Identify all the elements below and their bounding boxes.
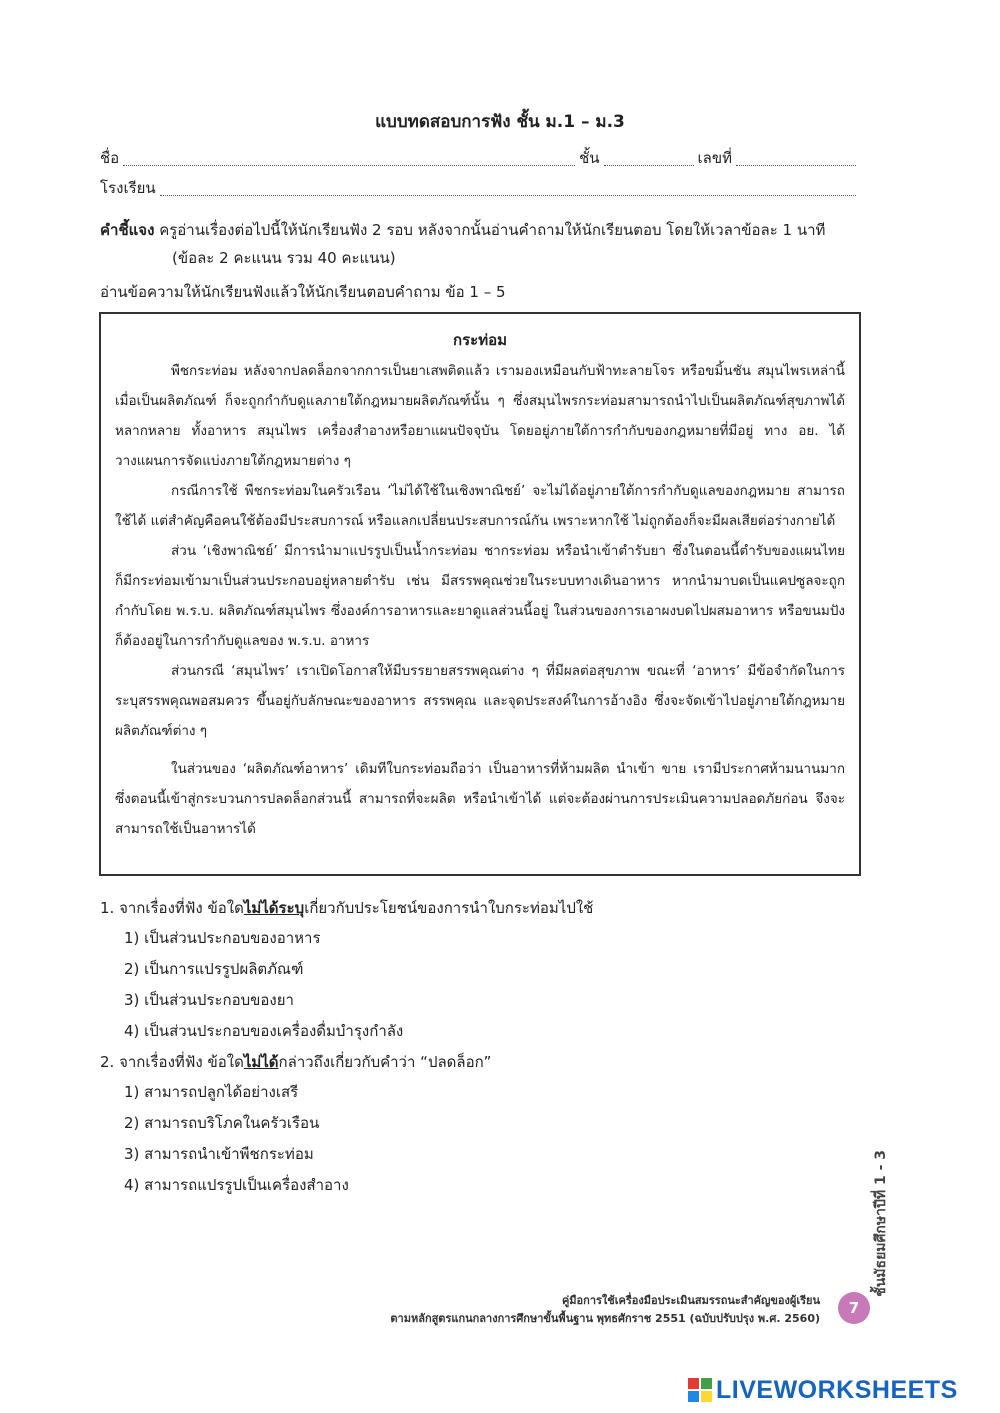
name-label: ชื่อ: [100, 149, 120, 167]
passage-intro: อ่านข้อความให้นักเรียนฟังแล้วให้นักเรียนตอบคำถาม ข้อ 1 – 5: [100, 283, 506, 301]
question-suffix: กล่าวถึงเกี่ยวกับคำว่า “ปลดล็อก”: [278, 1053, 492, 1071]
footer-line-1: คู่มือการใช้เครื่องมือประเมินสมรรถนะสำคัญของผู้เรียน: [561, 1294, 820, 1307]
question-list: [100, 893, 860, 1201]
grade-field[interactable]: [604, 164, 694, 166]
passage-paragraph: พืชกระท่อม หลังจากปลดล็อกจากการเป็นยาเสพติดแล้ว เรามองเหมือนกับฟ้าทะลายโจร หรือขมิ้นชัน สมุนไพรเหล่านี้เมื่อเป็นผลิตภัณฑ์ ก็จะถูกกำกับดูแลภายใต้กฎหมายผลิตภัณฑ์นั้น ๆ ซึ่งสมุนไพรกระท่อมสามารถนำไปเป็นผลิตภัณฑ์สุขภาพได้หลากหลาย ทั้งอาหาร สมุนไพร เครื่องสำอางหรือยาแผนปัจจุบัน โดยอยู่ภายใต้การกำกับของกฎหมายที่มีอยู่ ทาง อย. ได้วางแผนการจัดแบ่งภายใต้กฎหมายต่าง ๆ: [115, 363, 845, 469]
answer-option[interactable]: 2) เป็นการแปรรูปผลิตภัณฑ์: [124, 960, 304, 978]
answer-option[interactable]: 3) สามารถนำเข้าพืชกระท่อม: [124, 1145, 314, 1163]
instructions-text: ครูอ่านเรื่องต่อไปนี้ให้นักเรียนฟัง 2 รอบ หลังจากนั้นอ่านคำถามให้นักเรียนตอบ โดยให้เวลาข้อละ 1 นาที: [159, 221, 826, 239]
student-info-row: [100, 146, 860, 170]
answer-option[interactable]: 3) เป็นส่วนประกอบของยา: [124, 991, 294, 1009]
side-label-text: ชั้นมัธยมศึกษาปีที่ 1 - 3: [873, 1150, 889, 1297]
question-prefix: 1. จากเรื่องที่ฟัง ข้อใด: [100, 899, 244, 917]
number-field[interactable]: [736, 164, 856, 166]
question-stem-1: [100, 893, 860, 923]
footer-line-2: ตามหลักสูตรแกนกลางการศึกษาขั้นพื้นฐาน พุทธศักราช 2551 (ฉบับปรับปรุง พ.ศ. 2560): [390, 1312, 820, 1325]
answer-option[interactable]: 2) สามารถบริโภคในครัวเรือน: [124, 1114, 320, 1132]
passage-title: กระท่อม: [453, 331, 507, 349]
school-row: [100, 176, 860, 200]
instructions: [100, 216, 880, 272]
passage-paragraph: กรณีการใช้ พืชกระท่อมในครัวเรือน ‘ไม่ได้ใช้ในเชิงพาณิชย์’ จะไม่ได้อยู่ภายใต้การกำกับดูแลของกฎหมาย สามารถใช้ได้ แต่สำคัญคือคนใช้ต้องมีประสบการณ์ หรือแลกเปลี่ยนประสบการณ์กัน เพราะหากใช้ ไม่ถูกต้องก็จะมีผลเสียต่อร่างกายได้: [115, 483, 845, 529]
name-field[interactable]: [123, 164, 575, 166]
brand-text: LIVEWORKSHEETS: [716, 1375, 958, 1404]
passage-paragraph: ในส่วนของ ‘ผลิตภัณฑ์อาหาร’ เดิมทีใบกระท่อมถือว่า เป็นอาหารที่ห้ามผลิต นำเข้า ขาย เรามีประกาศห้ามนานมาก ซึ่งตอนนี้เข้าสู่กระบวนการปลดล็อกส่วนนี้ สามารถที่จะผลิต หรือนำเข้าได้ แต่จะต้องผ่านการประเมินความปลอดภัยก่อน จึงจะสามารถใช้เป็นอาหารได้: [115, 761, 845, 837]
passage-paragraph: ส่วนกรณี ‘สมุนไพร’ เราเปิดโอกาสให้มีบรรยายสรรพคุณต่าง ๆ ที่มีผลต่อสุขภาพ ขณะที่ ‘อาหาร’ มีข้อจำกัดในการระบุสรรพคุณพอสมควร ขึ้นอยู่กับลักษณะของอาหาร สรรพคุณ และจุดประสงค์ในการอ้างอิง ซึ่งจะจัดเข้าไปอยู่ภายใต้กฎหมายผลิตภัณฑ์ต่าง ๆ: [115, 663, 845, 739]
grade-level-side-label: [870, 1150, 910, 1330]
question-emphasis: ไม่ได้: [243, 1053, 279, 1071]
instructions-label: คำชี้แจง: [100, 221, 155, 239]
page-title: แบบทดสอบการฟัง ชั้น ม.1 – ม.3: [375, 112, 625, 132]
school-field[interactable]: [160, 194, 856, 196]
school-label: โรงเรียน: [100, 179, 156, 197]
answer-option[interactable]: 1) สามารถปลูกได้อย่างเสรี: [124, 1083, 299, 1101]
question-emphasis: ไม่ได้ระบุ: [243, 899, 305, 917]
answer-option[interactable]: 4) เป็นส่วนประกอบของเครื่องดื่มบำรุงกำลัง: [124, 1022, 404, 1040]
passage-paragraph: ส่วน ‘เชิงพาณิชย์’ มีการนำมาแปรรูปเป็นน้ำกระท่อม ชากระท่อม หรือนำเข้าตำรับยา ซึ่งในตอนนี้ตำรับของแผนไทย ก็มีกระท่อมเข้ามาเป็นส่วนประกอบอยู่หลายตำรับ เช่น มีสรรพคุณช่วยในระบบทางเดินอาหาร หากนำมาบดเป็นแคปซูลจะถูกกำกับโดย พ.ร.บ. ผลิตภัณฑ์สมุนไพร ซึ่งองค์การอาหารและยาดูแลส่วนนี้อยู่ ในส่วนของการเอาผงบดไปผสมอาหาร หรือขนมปัง ก็ต้องอยู่ในการกำกับดูแลของ พ.ร.บ. อาหาร: [115, 543, 845, 649]
answer-option[interactable]: 1) เป็นส่วนประกอบของอาหาร: [124, 929, 321, 947]
footer: [300, 1292, 820, 1328]
question-suffix: เกี่ยวกับประโยชน์ของการนำใบกระท่อมไปใช้: [304, 899, 594, 917]
liveworksheets-brand: [688, 1376, 992, 1404]
number-label: เลขที่: [697, 149, 732, 167]
answer-option[interactable]: 4) สามารถแปรรูปเป็นเครื่องสำอาง: [124, 1176, 349, 1194]
passage-box: [99, 312, 861, 876]
grade-label: ชั้น: [579, 149, 600, 167]
question-prefix: 2. จากเรื่องที่ฟัง ข้อใด: [100, 1053, 244, 1071]
page-number: 7: [838, 1292, 870, 1324]
question-stem-2: [100, 1047, 860, 1077]
score-note: (ข้อละ 2 คะแนน รวม 40 คะแนน): [172, 249, 396, 267]
liveworksheets-logo-icon: [688, 1378, 712, 1402]
